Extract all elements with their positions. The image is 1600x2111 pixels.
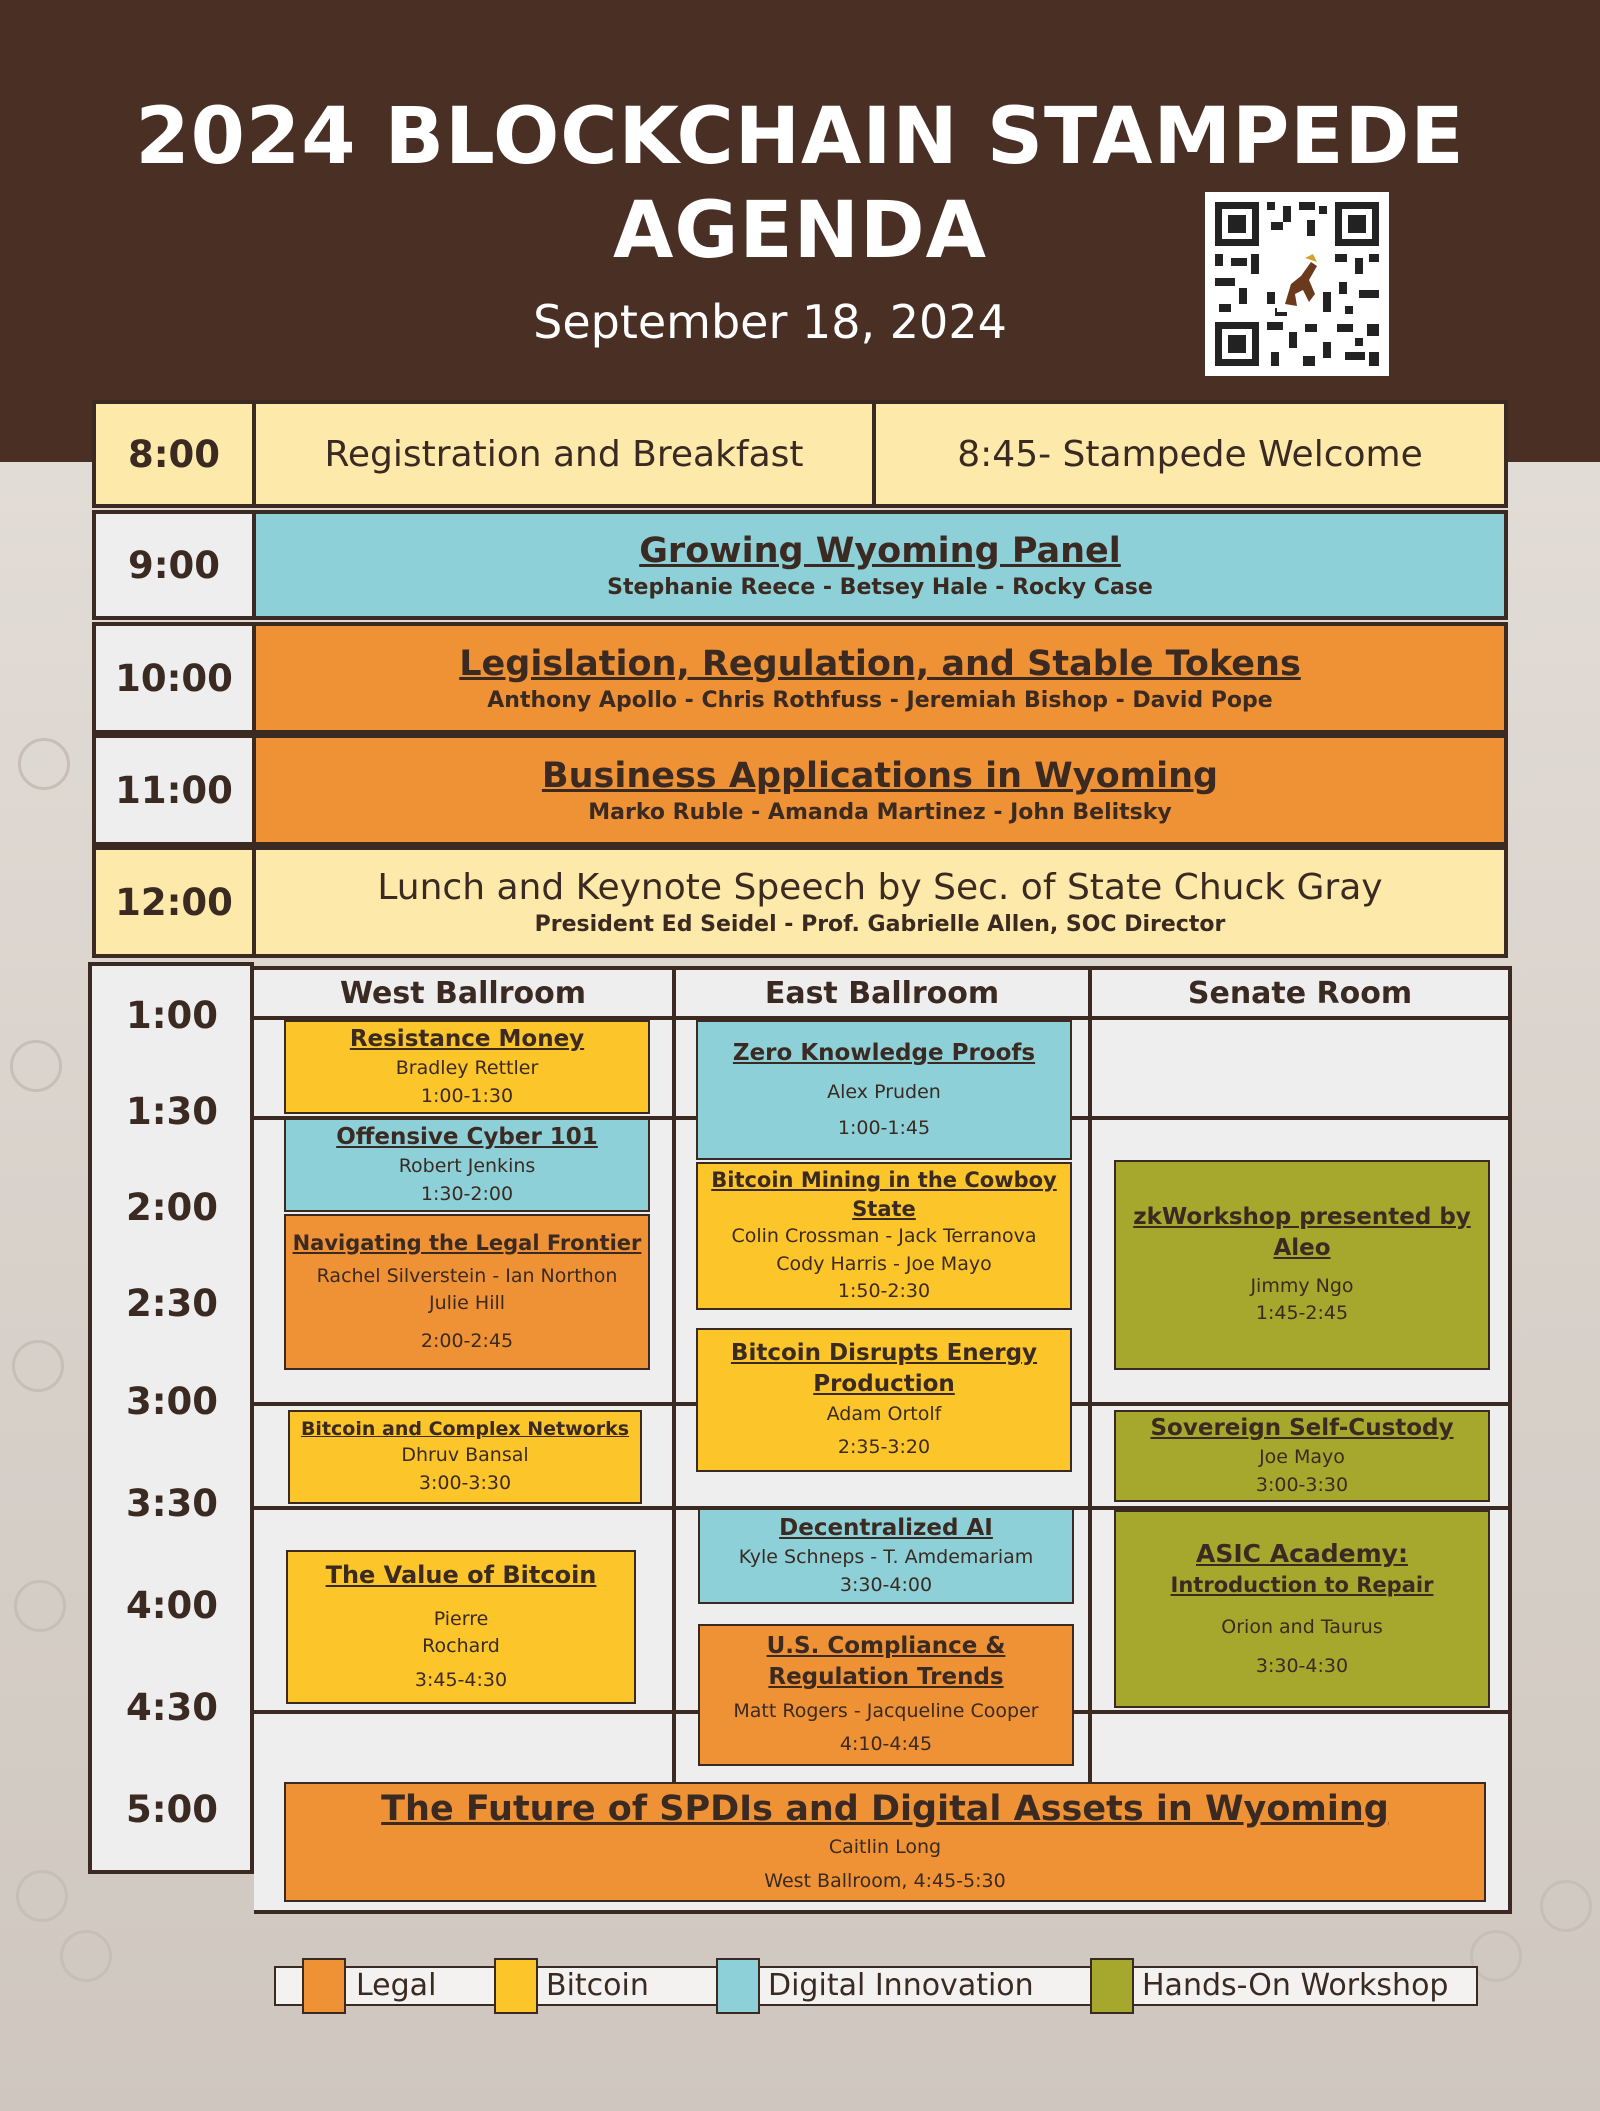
session-time: 3:30-4:30 — [1255, 1655, 1349, 1678]
session-speakers: Bradley Rettler — [395, 1056, 539, 1079]
time-label: 2:00 — [125, 1186, 219, 1229]
session-speakers: Dhruv Bansal — [401, 1444, 529, 1467]
session-future-of-spdis[interactable] — [284, 1782, 1486, 1902]
session-zkworkshop-aleo[interactable] — [1114, 1160, 1490, 1370]
session-speakers: Caitlin Long — [828, 1836, 942, 1859]
session-time: 3:30-4:00 — [839, 1573, 933, 1596]
qr-code-icon[interactable] — [1205, 192, 1389, 376]
session-sovereign-self-custody[interactable] — [1114, 1410, 1490, 1502]
session-speakers: Pierre — [433, 1607, 489, 1630]
row-12-00 — [92, 846, 1508, 958]
room-header-west-ballroom: West Ballroom — [340, 976, 586, 1011]
session-speakers: Kyle Schneps - T. Amdemariam — [738, 1545, 1034, 1568]
session-title: Bitcoin Disrupts Energy Production — [730, 1340, 1038, 1398]
session-speakers: Colin Crossman - Jack Terranova — [731, 1225, 1037, 1248]
time-label: 5:00 — [125, 1788, 219, 1831]
session-speakers: Rachel Silverstein - Ian Northon — [316, 1264, 618, 1287]
session-speakers: Adam Ortolf — [826, 1402, 942, 1425]
legend-label-bitcoin: Bitcoin — [546, 1968, 649, 2003]
room-header-east-ballroom: East Ballroom — [764, 976, 1000, 1011]
session-speakers: Rochard — [422, 1635, 500, 1658]
session-time: 1:45-2:45 — [1255, 1302, 1349, 1325]
session-title: The Value of Bitcoin — [325, 1561, 597, 1590]
legend-swatch-bitcoin — [494, 1958, 538, 2014]
session-speakers: Stephanie Reece - Betsey Hale - Rocky Case — [607, 574, 1153, 600]
legend-swatch-digital-innovation — [716, 1958, 760, 2014]
session-speakers: Robert Jenkins — [398, 1154, 536, 1177]
time-label: 1:00 — [125, 994, 219, 1037]
session-bitcoin-mining-cowboy-state[interactable] — [696, 1162, 1072, 1310]
session-title: Resistance Money — [349, 1025, 585, 1052]
session-time: 4:10-4:45 — [839, 1733, 933, 1756]
session-title: Legislation, Regulation, and Stable Tokens — [459, 643, 1301, 684]
legend-swatch-legal — [302, 1958, 346, 2014]
legend-swatch-hands-on-workshop — [1090, 1958, 1134, 2014]
time-label: 2:30 — [125, 1282, 219, 1325]
page-title-line2: AGENDA — [612, 186, 988, 276]
room-header-senate-room: Senate Room — [1187, 976, 1413, 1011]
session-lunch-keynote[interactable] — [256, 850, 1504, 954]
session-value-of-bitcoin[interactable] — [286, 1550, 636, 1704]
row-11-00 — [92, 734, 1508, 846]
time-label: 12:00 — [96, 850, 256, 954]
session-title: Bitcoin and Complex Networks — [300, 1417, 630, 1440]
event-date: September 18, 2024 — [533, 295, 1007, 349]
session-speakers: President Ed Seidel - Prof. Gabrielle Allen, SOC Director — [534, 912, 1226, 937]
session-time: 2:35-3:20 — [837, 1436, 931, 1459]
session-speakers: Julie Hill — [428, 1292, 506, 1315]
divider — [1088, 966, 1092, 1786]
session-bitcoin-disrupts-energy[interactable] — [696, 1328, 1072, 1472]
legend-label-legal: Legal — [356, 1968, 437, 2003]
session-title: Navigating the Legal Frontier — [292, 1230, 642, 1255]
session-speakers: Matt Rogers - Jacqueline Cooper — [733, 1699, 1039, 1722]
session-speakers: Jimmy Ngo — [1250, 1274, 1354, 1297]
session-resistance-money[interactable] — [284, 1020, 650, 1114]
time-label: 4:00 — [125, 1584, 219, 1627]
time-label: 3:30 — [125, 1482, 219, 1525]
registration-breakfast: Registration and Breakfast — [256, 404, 876, 504]
session-time: 1:50-2:30 — [837, 1280, 931, 1303]
session-title: Growing Wyoming Panel — [639, 530, 1121, 571]
afternoon-time-column — [88, 962, 254, 1874]
session-title: U.S. Compliance & Regulation Trends — [766, 1633, 1006, 1691]
session-navigating-legal-frontier[interactable] — [284, 1214, 650, 1370]
session-title: Decentralized AI — [779, 1514, 993, 1541]
session-subtitle: Introduction to Repair — [1170, 1573, 1434, 1598]
time-label: 11:00 — [96, 738, 256, 842]
session-time: 3:45-4:30 — [414, 1668, 508, 1691]
divider — [672, 966, 676, 1786]
session-title: Business Applications in Wyoming — [541, 755, 1219, 796]
session-location-time: West Ballroom, 4:45-5:30 — [764, 1870, 1006, 1892]
session-time: 1:00-1:45 — [837, 1116, 931, 1139]
legend-label-digital-innovation: Digital Innovation — [768, 1968, 1034, 2003]
session-asic-academy[interactable] — [1114, 1510, 1490, 1708]
session-time: 3:00-3:30 — [418, 1471, 512, 1494]
session-time: 1:30-2:00 — [420, 1182, 514, 1205]
session-speakers: Anthony Apollo - Chris Rothfuss - Jeremiah Bishop - David Pope — [487, 687, 1273, 713]
row-9-00 — [92, 510, 1508, 620]
session-zero-knowledge-proofs[interactable] — [696, 1020, 1072, 1160]
session-title: The Future of SPDIs and Digital Assets in Wyoming — [381, 1789, 1389, 1830]
session-title: Lunch and Keynote Speech by Sec. of State Chuck Gray — [377, 867, 1383, 908]
page-title-line1: 2024 BLOCKCHAIN STAMPEDE — [135, 92, 1465, 182]
session-title: Zero Knowledge Proofs — [732, 1039, 1036, 1066]
stampede-welcome: 8:45- Stampede Welcome — [957, 433, 1423, 475]
session-time: 1:00-1:30 — [420, 1084, 514, 1107]
session-speakers: Joe Mayo — [1259, 1445, 1345, 1468]
session-legislation[interactable] — [256, 626, 1504, 730]
time-label: 9:00 — [96, 514, 256, 616]
session-speakers: Orion and Taurus — [1221, 1615, 1383, 1638]
session-bitcoin-complex-networks[interactable] — [288, 1410, 642, 1504]
time-label: 3:00 — [125, 1380, 219, 1423]
session-offensive-cyber[interactable] — [284, 1118, 650, 1212]
session-title: Offensive Cyber 101 — [336, 1123, 598, 1150]
session-speakers: Cody Harris - Joe Mayo — [776, 1252, 992, 1275]
session-title: Sovereign Self-Custody — [1150, 1414, 1454, 1441]
session-decentralized-ai[interactable] — [698, 1508, 1074, 1604]
row-8-00 — [92, 400, 1508, 508]
session-growing-wyoming[interactable] — [256, 514, 1504, 616]
session-title: zkWorkshop presented by Aleo — [1133, 1204, 1471, 1262]
session-business-applications[interactable] — [256, 738, 1504, 842]
time-label: 8:00 — [96, 404, 256, 504]
time-label: 1:30 — [125, 1090, 219, 1133]
time-label: 4:30 — [125, 1686, 219, 1729]
legend-label-hands-on-workshop: Hands-On Workshop — [1142, 1968, 1449, 2003]
session-time: 2:00-2:45 — [420, 1329, 514, 1352]
session-speakers: Alex Pruden — [827, 1080, 941, 1103]
row-10-00 — [92, 622, 1508, 734]
session-us-compliance-regulation[interactable] — [698, 1624, 1074, 1766]
session-time: 3:00-3:30 — [1255, 1473, 1349, 1496]
time-label: 10:00 — [96, 626, 256, 730]
session-title: Bitcoin Mining in the Cowboy State — [711, 1168, 1057, 1221]
session-speakers: Marko Ruble - Amanda Martinez - John Belitsky — [588, 799, 1172, 825]
session-title: ASIC Academy: — [1196, 1539, 1408, 1569]
